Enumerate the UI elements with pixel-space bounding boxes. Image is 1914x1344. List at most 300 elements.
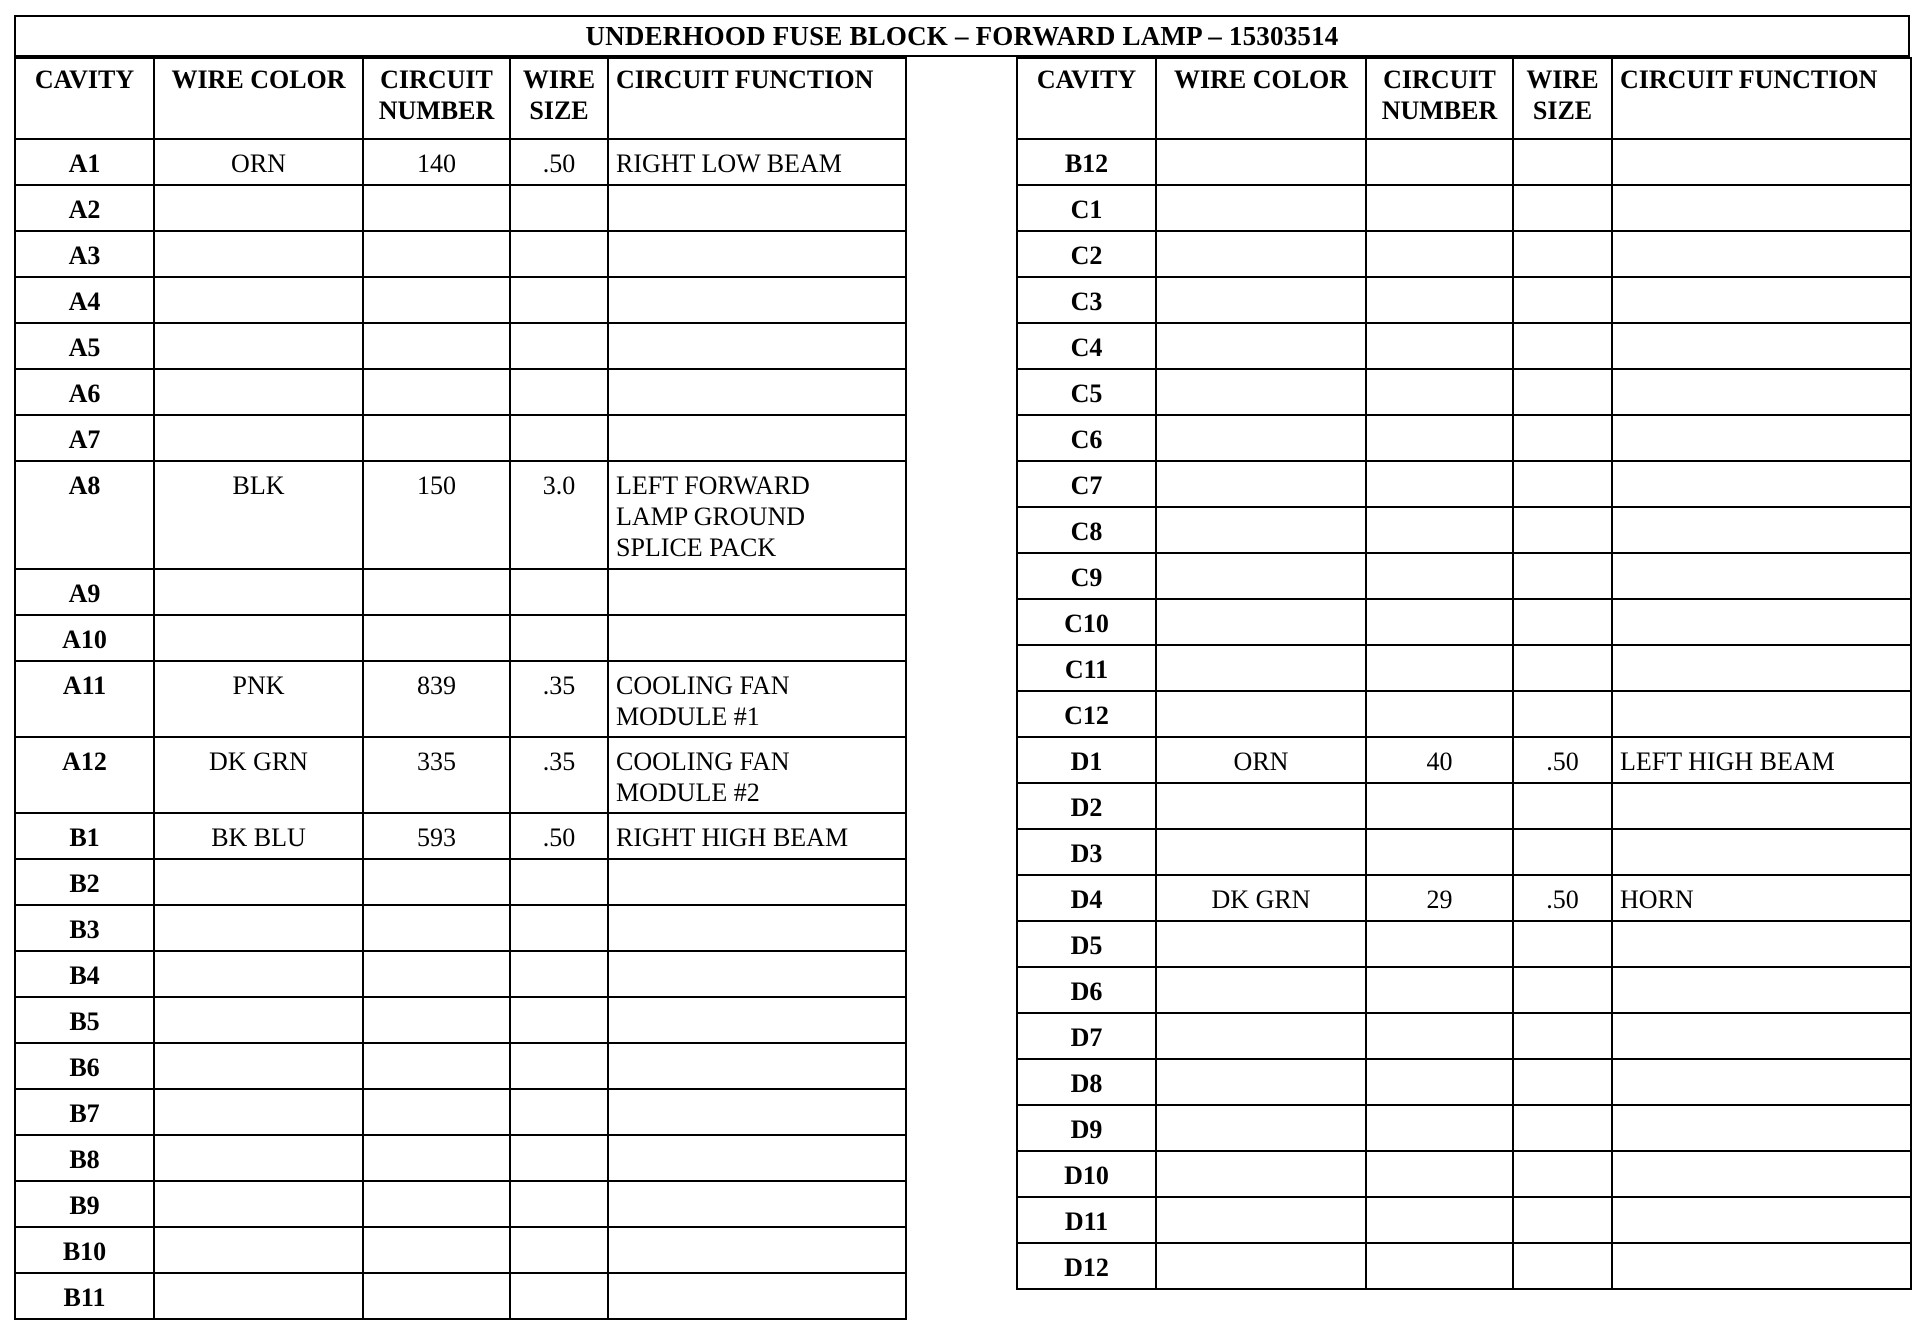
circuit-number-cell [363,859,510,905]
wire-size-cell: .35 [510,737,608,813]
wire-color-cell: DK GRN [1156,875,1366,921]
header-wire-color: WIRE COLOR [154,58,363,139]
wire-color-cell [1156,461,1366,507]
table-row [15,185,906,231]
wire-color-cell: ORN [1156,737,1366,783]
circuit-number-cell [1366,691,1513,737]
cavity-cell: C12 [1017,691,1156,737]
wire-size-cell [1513,599,1612,645]
cavity-cell: B8 [15,1135,154,1181]
wire-size-cell [510,859,608,905]
circuit-function-cell [608,1273,906,1319]
circuit-number-cell: 29 [1366,875,1513,921]
wire-color-cell [154,277,363,323]
wire-color-cell [1156,553,1366,599]
table-row [1017,1059,1911,1105]
table-row [1017,599,1911,645]
wire-size-cell [1513,1243,1612,1289]
cavity-cell: A12 [15,737,154,813]
circuit-number-cell [363,323,510,369]
circuit-function-cell [1612,461,1911,507]
cavity-cell: A11 [15,661,154,737]
table-row [15,461,906,569]
circuit-function-cell [608,951,906,997]
wire-color-cell [154,415,363,461]
wire-size-cell [1513,369,1612,415]
circuit-function-cell [1612,139,1911,185]
circuit-number-cell [1366,1013,1513,1059]
header-circuit-function: CIRCUIT FUNCTION [1612,58,1911,139]
circuit-number-cell [1366,599,1513,645]
circuit-number-cell: 839 [363,661,510,737]
cavity-cell: D7 [1017,1013,1156,1059]
cavity-cell: D3 [1017,829,1156,875]
cavity-cell: D8 [1017,1059,1156,1105]
circuit-function-cell [1612,829,1911,875]
circuit-number-cell [363,1273,510,1319]
table-row [1017,783,1911,829]
wire-color-cell [154,997,363,1043]
circuit-function-cell [1612,691,1911,737]
header-wire-color: WIRE COLOR [1156,58,1366,139]
circuit-number-cell [1366,1197,1513,1243]
left-table-body [15,139,906,1319]
wire-color-cell [1156,415,1366,461]
circuit-function-cell [608,323,906,369]
wire-color-cell: BLK [154,461,363,569]
table-row [1017,139,1911,185]
cavity-cell: D5 [1017,921,1156,967]
circuit-number-cell [1366,323,1513,369]
table-row [1017,231,1911,277]
circuit-function-cell [608,1089,906,1135]
wire-color-cell [1156,139,1366,185]
header-circuit-number: CIRCUIT NUMBER [363,58,510,139]
circuit-number-cell [1366,921,1513,967]
table-row [15,1135,906,1181]
cavity-cell: A4 [15,277,154,323]
wire-color-cell [1156,185,1366,231]
wire-color-cell [154,569,363,615]
wire-size-cell: .50 [1513,737,1612,783]
cavity-cell: A5 [15,323,154,369]
circuit-number-cell [363,415,510,461]
circuit-function-cell [608,1043,906,1089]
cavity-cell: D11 [1017,1197,1156,1243]
header-circuit-function: CIRCUIT FUNCTION [608,58,906,139]
wire-size-cell [1513,323,1612,369]
circuit-function-cell [1612,645,1911,691]
table-row [1017,415,1911,461]
wire-color-cell [1156,829,1366,875]
cavity-cell: C3 [1017,277,1156,323]
circuit-number-cell [1366,1151,1513,1197]
circuit-function-cell [608,615,906,661]
cavity-cell: D4 [1017,875,1156,921]
wire-color-cell: BK BLU [154,813,363,859]
circuit-function-cell: LEFT HIGH BEAM [1612,737,1911,783]
wire-size-cell [510,569,608,615]
circuit-number-cell [363,569,510,615]
circuit-number-cell: 140 [363,139,510,185]
wire-size-cell [510,1227,608,1273]
table-row [15,369,906,415]
wire-color-cell [154,1227,363,1273]
table-row [15,1089,906,1135]
circuit-number-cell [1366,783,1513,829]
circuit-number-cell [363,1227,510,1273]
header-wire-size: WIRE SIZE [1513,58,1612,139]
wire-size-cell [510,323,608,369]
table-row [1017,461,1911,507]
table-row [1017,691,1911,737]
circuit-number-cell [363,951,510,997]
wire-size-cell [1513,507,1612,553]
wire-color-cell [1156,691,1366,737]
table-row [15,1181,906,1227]
circuit-number-cell [363,615,510,661]
circuit-number-cell [363,1135,510,1181]
wire-color-cell [1156,599,1366,645]
wire-color-cell [1156,645,1366,691]
cavity-cell: B5 [15,997,154,1043]
wire-size-cell [1513,645,1612,691]
cavity-cell: B11 [15,1273,154,1319]
wire-size-cell [1513,967,1612,1013]
table-row [1017,553,1911,599]
wire-color-cell [154,951,363,997]
circuit-function-cell [608,415,906,461]
circuit-number-cell: 335 [363,737,510,813]
table-row [15,905,906,951]
circuit-function-cell: COOLING FAN MODULE #1 [608,661,906,737]
wire-size-cell: .50 [510,813,608,859]
table-row [15,1043,906,1089]
table-row [1017,1151,1911,1197]
wire-color-cell [154,1273,363,1319]
circuit-function-cell: HORN [1612,875,1911,921]
wire-size-cell [510,1135,608,1181]
cavity-cell: C1 [1017,185,1156,231]
circuit-function-cell [608,277,906,323]
table-row [1017,369,1911,415]
wire-color-cell [1156,1151,1366,1197]
wire-color-cell [1156,507,1366,553]
cavity-cell: B1 [15,813,154,859]
wire-color-cell [1156,1013,1366,1059]
table-row [15,661,906,737]
circuit-number-cell [1366,185,1513,231]
circuit-function-cell: LEFT FORWARD LAMP GROUND SPLICE PACK [608,461,906,569]
header-row [1017,58,1911,139]
cavity-cell: C4 [1017,323,1156,369]
wire-size-cell [1513,691,1612,737]
cavity-cell: C6 [1017,415,1156,461]
table-row [15,415,906,461]
table-row [15,231,906,277]
cavity-cell: B9 [15,1181,154,1227]
circuit-number-cell [363,185,510,231]
circuit-function-cell [1612,967,1911,1013]
circuit-function-cell [1612,1197,1911,1243]
circuit-function-cell: RIGHT LOW BEAM [608,139,906,185]
circuit-number-cell: 593 [363,813,510,859]
cavity-cell: C11 [1017,645,1156,691]
circuit-function-cell [608,997,906,1043]
circuit-function-cell [608,369,906,415]
circuit-number-cell [363,1043,510,1089]
wire-color-cell [1156,1243,1366,1289]
circuit-function-cell [608,1227,906,1273]
cavity-cell: D12 [1017,1243,1156,1289]
cavity-cell: D6 [1017,967,1156,1013]
cavity-cell: A6 [15,369,154,415]
wire-color-cell [154,231,363,277]
wire-size-cell [1513,277,1612,323]
circuit-number-cell [1366,967,1513,1013]
circuit-function-cell [1612,1013,1911,1059]
table-row [1017,875,1911,921]
wire-color-cell [154,369,363,415]
table-row [15,139,906,185]
table-row [1017,829,1911,875]
cavity-cell: A10 [15,615,154,661]
circuit-function-cell [1612,231,1911,277]
table-row [1017,921,1911,967]
header-wire-size: WIRE SIZE [510,58,608,139]
cavity-cell: A8 [15,461,154,569]
circuit-function-cell [608,569,906,615]
wire-size-cell: 3.0 [510,461,608,569]
circuit-function-cell [1612,185,1911,231]
wire-size-cell [510,1043,608,1089]
wire-color-cell: PNK [154,661,363,737]
circuit-number-cell [363,277,510,323]
wire-size-cell [510,951,608,997]
cavity-cell: C8 [1017,507,1156,553]
header-cavity: CAVITY [1017,58,1156,139]
circuit-number-cell [363,997,510,1043]
circuit-number-cell [1366,1059,1513,1105]
wire-size-cell [1513,139,1612,185]
header-cavity: CAVITY [15,58,154,139]
cavity-cell: C2 [1017,231,1156,277]
circuit-function-cell [1612,1151,1911,1197]
circuit-number-cell [363,1181,510,1227]
wire-color-cell [1156,1059,1366,1105]
cavity-cell: A3 [15,231,154,277]
circuit-function-cell [1612,599,1911,645]
cavity-cell: B4 [15,951,154,997]
left-connector-table [14,57,907,1320]
circuit-number-cell [1366,139,1513,185]
wire-size-cell: .50 [510,139,608,185]
cavity-cell: C10 [1017,599,1156,645]
circuit-number-cell [1366,277,1513,323]
wire-size-cell [1513,783,1612,829]
cavity-cell: D2 [1017,783,1156,829]
cavity-cell: B7 [15,1089,154,1135]
table-row [15,1273,906,1319]
circuit-number-cell [1366,231,1513,277]
circuit-number-cell [1366,507,1513,553]
wire-color-cell [154,615,363,661]
wire-color-cell [154,1181,363,1227]
circuit-function-cell [1612,323,1911,369]
table-row [1017,185,1911,231]
wire-color-cell [154,1089,363,1135]
cavity-cell: D1 [1017,737,1156,783]
cavity-cell: B3 [15,905,154,951]
wire-color-cell [1156,369,1366,415]
circuit-function-cell [608,1135,906,1181]
wire-size-cell [1513,185,1612,231]
cavity-cell: B12 [1017,139,1156,185]
wire-color-cell [154,859,363,905]
circuit-function-cell [1612,1059,1911,1105]
wire-size-cell: .50 [1513,875,1612,921]
wire-size-cell [1513,231,1612,277]
circuit-number-cell [363,369,510,415]
circuit-function-cell: COOLING FAN MODULE #2 [608,737,906,813]
circuit-function-cell [1612,415,1911,461]
wire-color-cell [154,185,363,231]
circuit-number-cell [1366,369,1513,415]
circuit-function-cell [608,231,906,277]
wire-color-cell [1156,277,1366,323]
table-row [1017,323,1911,369]
document-title: UNDERHOOD FUSE BLOCK – FORWARD LAMP – 15303514 [14,15,1910,57]
circuit-number-cell [1366,1105,1513,1151]
wire-size-cell [1513,1013,1612,1059]
right-table-body [1017,139,1911,1289]
wire-color-cell [1156,921,1366,967]
cavity-cell: C5 [1017,369,1156,415]
table-row [15,277,906,323]
cavity-cell: C7 [1017,461,1156,507]
table-row [15,813,906,859]
circuit-number-cell [363,1089,510,1135]
cavity-cell: A9 [15,569,154,615]
wire-size-cell [1513,461,1612,507]
wire-size-cell [1513,1059,1612,1105]
circuit-function-cell: RIGHT HIGH BEAM [608,813,906,859]
table-row [1017,645,1911,691]
cavity-cell: B6 [15,1043,154,1089]
table-row [15,323,906,369]
wire-color-cell [1156,323,1366,369]
wire-size-cell [510,997,608,1043]
wire-size-cell [510,615,608,661]
circuit-function-cell [608,905,906,951]
cavity-cell: D10 [1017,1151,1156,1197]
table-row [15,1227,906,1273]
circuit-number-cell [1366,829,1513,875]
wire-size-cell: .35 [510,661,608,737]
right-connector-table [1016,57,1912,1290]
wire-size-cell [510,1089,608,1135]
wire-color-cell [1156,231,1366,277]
wire-size-cell [510,905,608,951]
circuit-function-cell [1612,369,1911,415]
cavity-cell: A1 [15,139,154,185]
wire-color-cell [154,323,363,369]
circuit-function-cell [1612,783,1911,829]
table-row [15,737,906,813]
circuit-function-cell [608,185,906,231]
table-row [1017,1197,1911,1243]
table-row [1017,507,1911,553]
cavity-cell: C9 [1017,553,1156,599]
wire-color-cell: DK GRN [154,737,363,813]
wire-size-cell [1513,415,1612,461]
circuit-number-cell [1366,1243,1513,1289]
wire-size-cell [1513,921,1612,967]
table-row [15,997,906,1043]
wire-color-cell: ORN [154,139,363,185]
wire-size-cell [510,1181,608,1227]
circuit-function-cell [1612,507,1911,553]
circuit-function-cell [1612,553,1911,599]
wire-color-cell [154,905,363,951]
wire-color-cell [1156,1197,1366,1243]
wire-color-cell [1156,1105,1366,1151]
cavity-cell: B10 [15,1227,154,1273]
wire-size-cell [510,1273,608,1319]
circuit-number-cell: 40 [1366,737,1513,783]
wire-size-cell [510,415,608,461]
wire-size-cell [510,185,608,231]
table-row [15,859,906,905]
circuit-function-cell [608,859,906,905]
cavity-cell: D9 [1017,1105,1156,1151]
circuit-number-cell [363,905,510,951]
table-row [1017,967,1911,1013]
circuit-number-cell [1366,553,1513,599]
table-row [1017,1013,1911,1059]
wire-size-cell [1513,1197,1612,1243]
table-row [1017,277,1911,323]
table-row [1017,1105,1911,1151]
circuit-number-cell [1366,461,1513,507]
circuit-function-cell [608,1181,906,1227]
table-row [1017,737,1911,783]
wire-size-cell [510,231,608,277]
wire-size-cell [1513,1151,1612,1197]
circuit-function-cell [1612,1243,1911,1289]
table-row [15,615,906,661]
wire-color-cell [154,1135,363,1181]
header-circuit-number: CIRCUIT NUMBER [1366,58,1513,139]
circuit-function-cell [1612,277,1911,323]
header-row [15,58,906,139]
circuit-function-cell [1612,921,1911,967]
circuit-number-cell [1366,645,1513,691]
cavity-cell: A2 [15,185,154,231]
table-row [1017,1243,1911,1289]
wire-color-cell [1156,783,1366,829]
wire-size-cell [1513,553,1612,599]
wire-size-cell [1513,829,1612,875]
circuit-number-cell [1366,415,1513,461]
circuit-number-cell: 150 [363,461,510,569]
wire-size-cell [510,277,608,323]
wire-size-cell [1513,1105,1612,1151]
cavity-cell: B2 [15,859,154,905]
cavity-cell: A7 [15,415,154,461]
table-row [15,951,906,997]
table-row [15,569,906,615]
